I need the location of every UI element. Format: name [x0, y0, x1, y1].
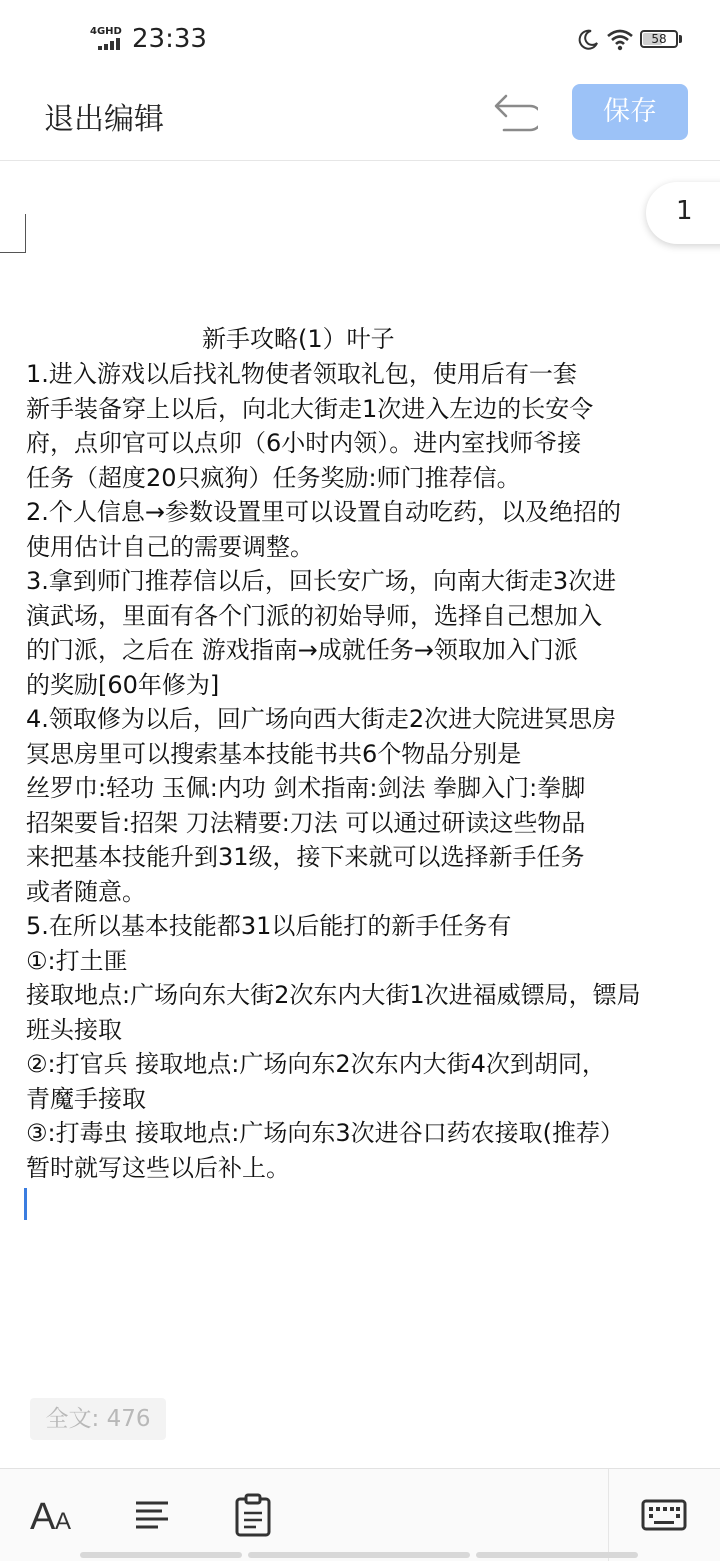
- document-line[interactable]: 冥思房里可以搜索基本技能书共6个物品分别是: [26, 739, 522, 768]
- document-line[interactable]: 1.进入游戏以后找礼物使者领取礼包，使用后有一套: [26, 360, 577, 388]
- exit-edit-button[interactable]: 退出编辑: [44, 102, 164, 137]
- document-line[interactable]: 5.在所以基本技能都31以后能打的新手任务有: [26, 912, 512, 940]
- document-line[interactable]: 新手装备穿上以后，向北大街走1次进入左边的长安令: [26, 394, 594, 423]
- editor-header: [0, 80, 720, 161]
- font-size-icon[interactable]: [28, 1491, 76, 1539]
- status-bar: [0, 0, 720, 80]
- document-line[interactable]: 来把基本技能升到31级，接下来就可以选择新手任务: [26, 843, 585, 871]
- document-line[interactable]: ②:打官兵 接取地点:广场向东2次东内大街4次到胡同，: [26, 1050, 606, 1078]
- document-line[interactable]: 3.拿到师门推荐信以后，回长安广场，向南大街走3次进: [26, 567, 617, 595]
- document-line[interactable]: 暂时就写这些以后补上。: [26, 1153, 290, 1182]
- document-line[interactable]: ①:打土匪: [26, 946, 128, 975]
- battery-percent: 58: [651, 32, 667, 46]
- moon-icon: [576, 28, 600, 52]
- battery-icon: [640, 30, 678, 48]
- toolbar-divider: [608, 1469, 609, 1561]
- signal-icon: [98, 38, 122, 50]
- text-cursor: [24, 1188, 27, 1220]
- word-count: 全文: 476: [30, 1398, 166, 1440]
- wifi-icon: [606, 28, 634, 52]
- svg-text:A: A: [55, 1508, 72, 1535]
- document-line[interactable]: 府，点卯官可以点卯（6小时内领）。进内室找师爷接: [26, 429, 582, 457]
- keyboard-icon[interactable]: [640, 1491, 688, 1539]
- document-title[interactable]: 新手攻略(1）叶子: [202, 325, 395, 353]
- nav-gesture-bar: [476, 1552, 638, 1558]
- page-number-badge[interactable]: [646, 182, 720, 244]
- battery-tip: [679, 35, 682, 43]
- svg-text:A: A: [30, 1496, 56, 1538]
- document-line[interactable]: 任务（超度20只疯狗）任务奖励:师门推荐信。: [26, 463, 521, 492]
- document-line[interactable]: 4.领取修为以后，回广场向西大街走2次进大院进冥思房: [26, 705, 617, 733]
- document-line[interactable]: 演武场，里面有各个门派的初始导师，选择自己想加入: [26, 601, 602, 630]
- document-line[interactable]: 或者随意。: [26, 877, 146, 906]
- document-line[interactable]: 接取地点:广场向东大街2次东内大街1次进福威镖局，镖局: [26, 981, 641, 1009]
- undo-icon[interactable]: [490, 90, 538, 134]
- nav-gesture-bar: [80, 1552, 242, 1558]
- document-line[interactable]: 2.个人信息→参数设置里可以设置自动吃药，以及绝招的: [26, 498, 622, 526]
- network-type: 4GHD: [90, 26, 122, 37]
- page-corner-mark: [0, 214, 26, 253]
- save-button[interactable]: 保存: [572, 84, 688, 140]
- document-line[interactable]: 的奖励[60年修为]: [26, 670, 220, 699]
- nav-gesture-bar: [248, 1552, 470, 1558]
- document-body[interactable]: [26, 357, 716, 1185]
- bottom-toolbar: [0, 1468, 720, 1561]
- document-line[interactable]: 招架要旨:招架 刀法精要:刀法 可以通过研读这些物品: [26, 808, 586, 837]
- clipboard-icon[interactable]: [229, 1491, 277, 1539]
- document-line[interactable]: 青魔手接取: [26, 1084, 146, 1113]
- align-icon[interactable]: [128, 1491, 176, 1539]
- document-line[interactable]: 丝罗巾:轻功 玉佩:内功 剑术指南:剑法 拳脚入门:拳脚: [26, 774, 586, 802]
- clock: 23:33: [132, 24, 207, 54]
- document-line[interactable]: 的门派，之后在 游戏指南→成就任务→领取加入门派: [26, 636, 578, 664]
- page-number: 1: [676, 196, 693, 226]
- document-line[interactable]: ③:打毒虫 接取地点:广场向东3次进谷口药农接取(推荐）: [26, 1119, 624, 1147]
- document-line[interactable]: 班头接取: [26, 1015, 122, 1044]
- document-line[interactable]: 使用估计自己的需要调整。: [26, 532, 314, 561]
